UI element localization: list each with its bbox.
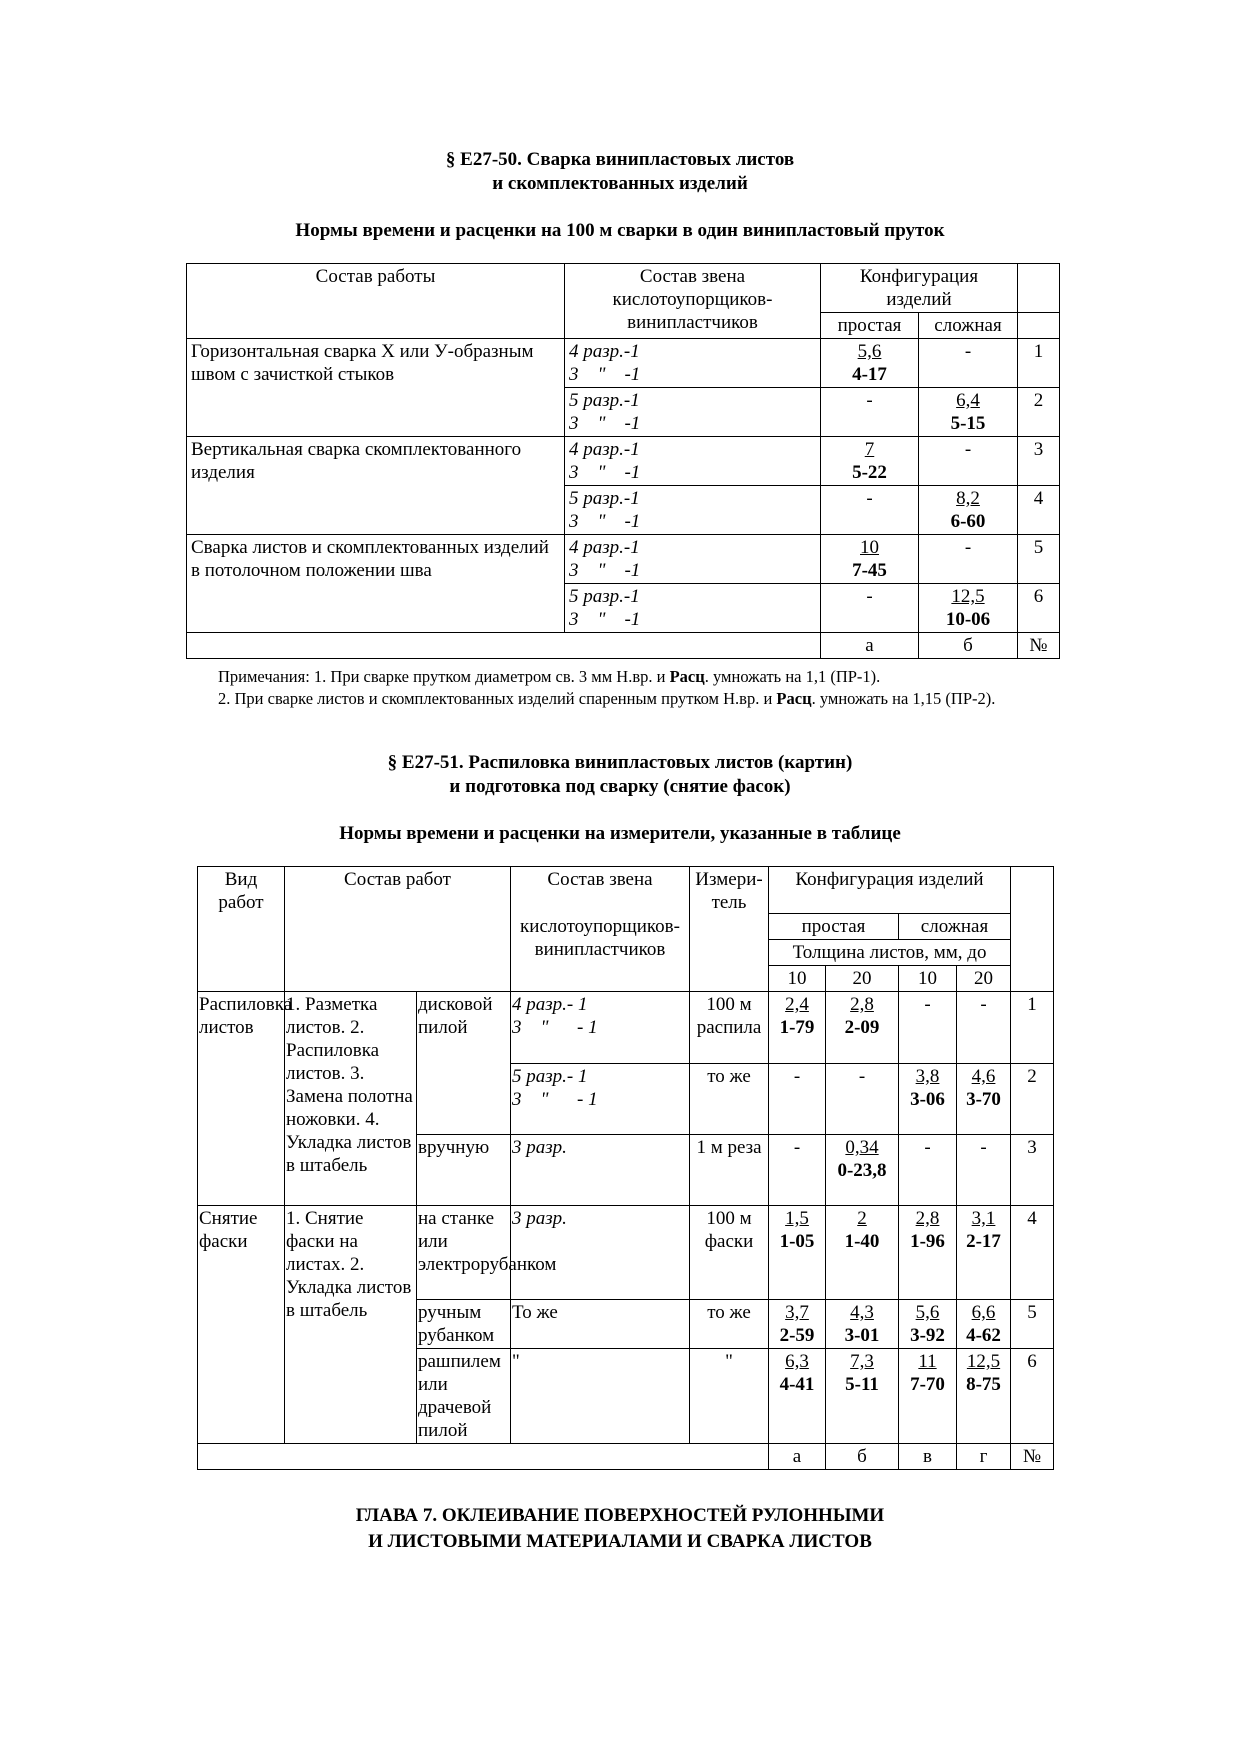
crew-line: 5 разр.-1	[569, 390, 640, 411]
crew-line: 5 разр.- 1	[512, 1066, 588, 1087]
crew-line: 3 " -1	[569, 462, 641, 483]
rate-value: 4-17	[852, 364, 887, 385]
norm-value: 3,7	[785, 1302, 809, 1323]
meter: то же	[690, 1064, 769, 1135]
rate-value: 3-06	[910, 1089, 945, 1110]
t1-header-simple: простая	[821, 313, 919, 339]
t2-header-complex: сложная	[899, 914, 1011, 940]
crew-line: 3 " -1	[569, 413, 641, 434]
rate-value: 5-15	[950, 413, 986, 434]
t2-header-meter: Измери-тель	[690, 867, 769, 992]
t2-header-crew-bottom: кислотоупорщиков-винипластчиков	[511, 914, 690, 992]
norm-value: -	[980, 1137, 987, 1158]
row-number: 1	[1011, 992, 1054, 1064]
method: рашпилем или драчевой пилой	[417, 1349, 511, 1444]
rate-value: 1-96	[910, 1231, 945, 1252]
norm-value: -	[964, 439, 972, 460]
table-row	[198, 1206, 1054, 1300]
rate-value: 5-11	[845, 1374, 879, 1395]
footer-col-a: а	[821, 633, 919, 659]
row-number: 4	[1011, 1206, 1054, 1300]
rate-value: 10-06	[945, 609, 991, 630]
rate-value: 7-70	[910, 1374, 945, 1395]
thickness-20-complex: 20	[957, 966, 1011, 992]
table-row	[187, 339, 1060, 388]
norm-value: 6,6	[971, 1302, 996, 1323]
t1-header-num	[1018, 264, 1060, 313]
t1-work-2: Вертикальная сварка скомплектованного изделия	[187, 437, 565, 535]
method: дисковой пилой	[417, 992, 511, 1135]
method: на станке или электрорубанком	[417, 1206, 511, 1300]
meter: 100 м фаски	[690, 1206, 769, 1300]
row-number: 5	[1018, 535, 1060, 584]
rate-value: 7-45	[852, 560, 887, 581]
table-e27-50	[186, 263, 1060, 659]
crew-line: То же	[512, 1302, 558, 1323]
rate-value: 2-09	[844, 1017, 880, 1038]
note-2: 2. При сварке листов и скомплектованных изделий спаренным прутком Н.вр. и Расц. умножать на 1,15 (ПР-2).	[218, 689, 996, 708]
row-number: 5	[1011, 1300, 1054, 1349]
norm-value: 12,5	[951, 586, 985, 607]
t2-header-type: Вид работ	[198, 867, 285, 992]
thickness-10-simple: 10	[769, 966, 826, 992]
crew-line: 3 " -1	[569, 511, 641, 532]
norm-value: -	[793, 1066, 801, 1087]
rate-value: 1-79	[779, 1017, 815, 1038]
norm-value: 10	[860, 537, 879, 558]
rate-value: 2-59	[779, 1325, 815, 1346]
row-number: 2	[1011, 1064, 1054, 1135]
rate-value: 8-75	[966, 1374, 1001, 1395]
chapter-title-line1: ГЛАВА 7. ОКЛЕИВАНИЕ ПОВЕРХНОСТЕЙ РУЛОННЫМИ	[355, 1505, 885, 1526]
norm-value: 6,4	[956, 390, 980, 411]
t2-header-num	[1011, 867, 1054, 992]
meter: "	[690, 1349, 769, 1444]
norm-value: 3,8	[915, 1066, 940, 1087]
norm-value: 4,3	[850, 1302, 874, 1323]
norm-value: 5,6	[915, 1302, 940, 1323]
rate-value: 3-01	[844, 1325, 880, 1346]
table-row	[198, 992, 1054, 1064]
row-number: 1	[1018, 339, 1060, 388]
crew-line: 5 разр.-1	[569, 586, 640, 607]
row-number: 4	[1018, 486, 1060, 535]
norm-value: 7,3	[850, 1351, 874, 1372]
norm-value: -	[964, 537, 972, 558]
norm-value: -	[866, 390, 873, 411]
section2-title-line2: и подготовка под сварку (снятие фасок)	[449, 776, 791, 797]
method: ручным рубанком	[417, 1300, 511, 1349]
thickness-20-simple: 20	[826, 966, 899, 992]
norm-value: -	[964, 341, 972, 362]
norm-value: 0,34	[845, 1137, 879, 1158]
norm-value: -	[793, 1137, 801, 1158]
note-1: Примечания: 1. При сварке прутком диаметром св. 3 мм Н.вр. и Расц. умножать на 1,1 (ПР-1).	[218, 667, 881, 686]
norm-value: 2,8	[850, 994, 874, 1015]
t2-header-comp: Состав работ	[285, 867, 511, 992]
norm-value: 2,8	[915, 1208, 940, 1229]
crew-line: 4 разр.-1	[569, 341, 640, 362]
footer-col-b: б	[826, 1444, 899, 1470]
norm-value: -	[858, 1066, 866, 1087]
thickness-10-complex: 10	[899, 966, 957, 992]
norm-value: 7	[864, 439, 875, 460]
section2-subtitle: Нормы времени и расценки на измерители, указанные в таблице	[339, 823, 901, 844]
section2-title-line1: § Е27-51. Распиловка винипластовых листов (картин)	[387, 752, 853, 773]
meter: 100 м распила	[690, 992, 769, 1064]
meter: 1 м реза	[690, 1135, 769, 1206]
table-e27-51	[197, 866, 1054, 1470]
rate-value: 6-60	[950, 511, 986, 532]
norm-value: 5,6	[857, 341, 882, 362]
norm-value: -	[924, 994, 931, 1015]
rate-value: 4-62	[966, 1325, 1001, 1346]
crew-line: 3 " -1	[569, 609, 641, 630]
norm-value: 6,3	[785, 1351, 809, 1372]
row-number: 6	[1018, 584, 1060, 633]
row-number: 3	[1011, 1135, 1054, 1206]
norm-value: -	[924, 1137, 931, 1158]
rate-value: 0-23,8	[837, 1160, 887, 1181]
crew-line: 4 разр.- 1	[512, 994, 588, 1015]
rate-value: 3-70	[966, 1089, 1001, 1110]
footer-col-g: г	[957, 1444, 1011, 1470]
rate-value: 2-17	[966, 1231, 1001, 1252]
table-footer-row	[198, 1444, 1054, 1470]
footer-col-v: в	[899, 1444, 957, 1470]
t1-work-1: Горизонтальная сварка X или У-образным швом с зачисткой стыков	[187, 339, 565, 437]
norm-value: 2	[857, 1208, 867, 1229]
crew-line: 4 разр.-1	[569, 537, 640, 558]
norm-value: 4,6	[971, 1066, 996, 1087]
t2-header-config: Конфигурация изделий	[769, 867, 1011, 914]
norm-value: 12,5	[966, 1351, 1001, 1372]
table-row	[187, 535, 1060, 584]
rate-value: 3-92	[910, 1325, 945, 1346]
norm-value: -	[980, 994, 987, 1015]
table-row	[187, 437, 1060, 486]
norm-value: 1,5	[785, 1208, 809, 1229]
t1-work-3: Сварка листов и скомплектованных изделий в потолочном положении шва	[187, 535, 565, 633]
notes	[188, 666, 1060, 710]
row-number: 3	[1018, 437, 1060, 486]
t1-header-num2	[1018, 313, 1060, 339]
rate-value: 1-40	[844, 1231, 880, 1252]
work-type-chamfer: Снятие фаски	[198, 1206, 285, 1444]
footer-col-num: №	[1011, 1444, 1054, 1470]
chapter-title-line2: И ЛИСТОВЫМИ МАТЕРИАЛАМИ И СВАРКА ЛИСТОВ	[368, 1531, 872, 1552]
crew-line: 3 " -1	[569, 364, 641, 385]
t2-header-simple: простая	[769, 914, 899, 940]
crew-line: 5 разр.-1	[569, 488, 640, 509]
meter: то же	[690, 1300, 769, 1349]
norm-value: 11	[918, 1351, 937, 1372]
t1-header-config: Конфигурация изделий	[821, 264, 1018, 313]
section1-title-line1: § Е27-50. Сварка винипластовых листов	[445, 149, 795, 170]
footer-col-b: б	[919, 633, 1018, 659]
work-steps-chamfer: 1. Снятие фаски на листах. 2. Укладка листов в штабель	[285, 1206, 417, 1444]
section1-subtitle: Нормы времени и расценки на 100 м сварки в один винипластовый пруток	[295, 220, 945, 241]
work-steps-sawing: 1. Разметка листов. 2. Распиловка листов. 3. Замена полотна ножовки. 4. Укладка листов в штабель	[285, 992, 417, 1206]
row-number: 6	[1011, 1349, 1054, 1444]
row-number: 2	[1018, 388, 1060, 437]
work-type-sawing: Распиловка листов	[198, 992, 285, 1206]
crew-line: 3 разр.	[512, 1137, 567, 1158]
norm-value: -	[866, 488, 873, 509]
footer-col-a: а	[769, 1444, 826, 1470]
t2-header-crew-top: Состав звена	[511, 867, 690, 914]
norm-value: 2,4	[785, 994, 809, 1015]
crew-line: 3 разр.	[512, 1208, 567, 1229]
crew-line: 4 разр.-1	[569, 439, 640, 460]
rate-value: 4-41	[779, 1374, 815, 1395]
footer-col-num: №	[1018, 633, 1060, 659]
norm-value: 3,1	[971, 1208, 996, 1229]
norm-value: 8,2	[956, 488, 980, 509]
crew-line: 3 " - 1	[512, 1089, 598, 1110]
method: вручную	[417, 1135, 511, 1206]
section1-title-line2: и скомплектованных изделий	[492, 173, 748, 194]
crew-line: 3 " -1	[569, 560, 641, 581]
rate-value: 1-05	[779, 1231, 815, 1252]
crew-line: 3 " - 1	[512, 1017, 598, 1038]
t2-header-thickness: Толщина листов, мм, до	[769, 940, 1011, 966]
norm-value: -	[866, 586, 873, 607]
t1-header-crew: Состав звена кислотоупорщиков-винипластчиков	[565, 264, 821, 339]
crew-line: "	[512, 1351, 520, 1372]
rate-value: 5-22	[852, 462, 887, 483]
t1-header-work: Состав работы	[187, 264, 565, 339]
table-footer-row	[187, 633, 1060, 659]
t1-header-complex: сложная	[919, 313, 1018, 339]
